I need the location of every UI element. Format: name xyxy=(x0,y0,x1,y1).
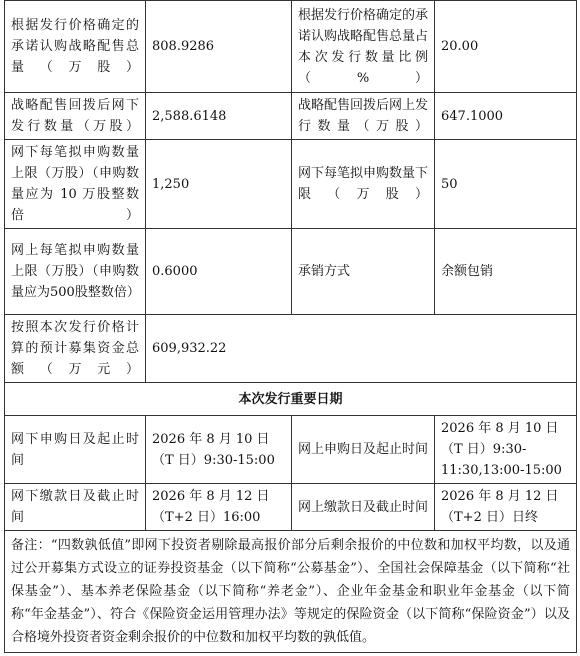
offline-subscription-upper-limit-value: 1,250 xyxy=(146,140,292,229)
offline-subscription-lower-limit-label: 网下每笔拟申购数量下限（万股） xyxy=(292,140,435,229)
remarks-note: 备注：“四数孰低值”即网下投资者剔除最高报价部分后剩余报价的中位数和加权平均数，以及通过公开募集方式设立的证券投资基金（以下简称“公募基金”）、全国社会保障基金（以下简称“社保基金”）、基本养老保险基金（以下简称“养老金”）、企业年金基金和职业年金基金（以下简称“年金基金”）、符合《保险资金运用管理办法》等规定的保险资金（以下简称“保险资金”）以及合格境外投资者资金剩余报价的中位数和加权平均数的孰低值。 xyxy=(5,531,577,653)
expected-proceeds-value: 609,932.22 xyxy=(146,315,577,383)
strategic-placement-ratio-label: 根据发行价格确定的承诺认购战略配售总量占本次发行数量比例（%） xyxy=(292,1,435,93)
online-subscription-date-value: 2026 年 8 月 10 日（T 日）9:30-11:30,13:00-15:00 xyxy=(435,416,577,484)
online-issue-quantity-label: 战略配售回拨后网上发行数量（万股） xyxy=(292,93,435,140)
online-subscription-upper-limit-label: 网上每笔拟申购数量上限（万股）（申购数量应为500股整数倍） xyxy=(5,229,146,315)
expected-proceeds-label: 按照本次发行价格计算的预计募集资金总额（万元） xyxy=(5,315,146,383)
offline-subscription-lower-limit-value: 50 xyxy=(435,140,577,229)
offline-payment-date-value: 2026 年 8 月 12 日（T+2 日）16:00 xyxy=(146,484,292,531)
offering-info-table xyxy=(4,0,577,653)
table-row xyxy=(5,93,577,140)
online-payment-date-label: 网上缴款日及截止时间 xyxy=(292,484,435,531)
underwriting-method-label: 承销方式 xyxy=(292,229,435,315)
offline-issue-quantity-label: 战略配售回拨后网下发行数量（万股） xyxy=(5,93,146,140)
offline-issue-quantity-value: 2,588.6148 xyxy=(146,93,292,140)
table-row xyxy=(5,1,577,93)
offline-subscription-upper-limit-label: 网下每笔拟申购数量上限（万股）（申购数量应为 10 万股整数倍） xyxy=(5,140,146,229)
online-payment-date-value: 2026 年 8 月 12 日（T+2 日）日终 xyxy=(435,484,577,531)
offering-info-table-container xyxy=(4,0,576,653)
online-subscription-upper-limit-value: 0.6000 xyxy=(146,229,292,315)
strategic-placement-ratio-value: 20.00 xyxy=(435,1,577,93)
online-issue-quantity-value: 647.1000 xyxy=(435,93,577,140)
committed-strategic-placement-value: 808.9286 xyxy=(146,1,292,93)
offline-subscription-date-label: 网下申购日及起止时间 xyxy=(5,416,146,484)
table-row xyxy=(5,531,577,653)
online-subscription-date-label: 网上申购日及起止时间 xyxy=(292,416,435,484)
underwriting-method-value: 余额包销 xyxy=(435,229,577,315)
offline-subscription-date-value: 2026 年 8 月 10 日（T 日）9:30-15:00 xyxy=(146,416,292,484)
table-row xyxy=(5,140,577,229)
committed-strategic-placement-label: 根据发行价格确定的承诺认购战略配售总量（万股） xyxy=(5,1,146,93)
table-row xyxy=(5,416,577,484)
table-row xyxy=(5,484,577,531)
table-row xyxy=(5,383,577,416)
important-dates-heading: 本次发行重要日期 xyxy=(5,383,577,416)
table-row xyxy=(5,229,577,315)
offline-payment-date-label: 网下缴款日及截止时间 xyxy=(5,484,146,531)
table-row xyxy=(5,315,577,383)
